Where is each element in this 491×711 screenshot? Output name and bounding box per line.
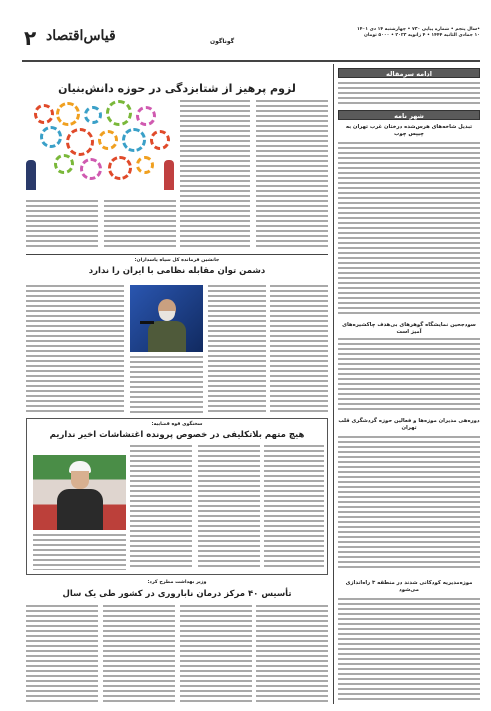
story2-col-2 xyxy=(130,356,203,415)
story3-col-2 xyxy=(198,445,260,570)
section-label: گوناگون xyxy=(210,38,235,45)
lead-col-4 xyxy=(104,200,176,250)
issue-line-1: •سال پنجم • شماره پیاپی ۷۳۰ • چهارشنبه ۱۴ دی ۱۴۰۱ xyxy=(357,27,480,32)
gear-icon xyxy=(54,154,74,174)
city-header: شهر نامه xyxy=(338,110,480,120)
brand-logo: قیاس‌اقتصاد xyxy=(46,28,116,44)
story3-col-4 xyxy=(33,534,126,570)
story4-col-2 xyxy=(103,605,175,704)
person-robe xyxy=(57,489,103,530)
gear-icon xyxy=(84,106,102,124)
story4-col-1 xyxy=(26,605,98,704)
lead-col-2 xyxy=(256,100,328,250)
person-face xyxy=(71,471,89,489)
story4-col-3 xyxy=(180,605,252,704)
story2-col-3 xyxy=(208,285,266,415)
story2-kicker: جانشین فرمانده کل سپاه پاسداران: xyxy=(134,258,220,263)
story3-kicker: سخنگوی قوه قضاییه: xyxy=(151,422,203,427)
story4-col-4 xyxy=(256,605,328,704)
story3-title: هیچ متهم بلاتکلیفی در خصوص پرونده اغتشاشات اخیر نداریم xyxy=(49,430,305,440)
cleric-photo xyxy=(33,455,126,530)
gear-icon xyxy=(106,100,132,126)
microphone-icon xyxy=(140,321,154,324)
speaker-photo xyxy=(130,285,203,352)
story4-title: تأسیس ۴۰ مرکز درمان ناباروری در کشور طی یک سال xyxy=(62,589,292,599)
lead-col-1 xyxy=(180,100,250,250)
editorial-text xyxy=(338,82,480,106)
gear-icon xyxy=(136,156,154,174)
story3-col-1 xyxy=(130,445,192,570)
gear-icon xyxy=(122,128,146,152)
issue-line-2: ۱۰ جمادی الثانیه ۱۴۴۴ • ۴ ژانویه ۲۰۲۳ • ۵۰۰۰ تومان xyxy=(364,33,480,38)
sidebar-divider xyxy=(333,64,334,704)
story3-sidebar-title: دوره‌هی مدیران موزه‌ها و فعالین حوزه گردشگری قلب تهران xyxy=(338,418,480,431)
person-figure-left xyxy=(26,160,36,190)
gear-icon xyxy=(150,130,170,150)
person-body xyxy=(148,321,186,352)
lead-col-3 xyxy=(26,200,98,250)
story4-sidebar-title: موزه‌مدیریه کودکانی شدند در منطقه ۳ راه‌اندازی می‌شود xyxy=(345,580,473,593)
story2-sidebar-text xyxy=(338,338,480,413)
story4-kicker: وزیر بهداشت مطرح کرد: xyxy=(147,580,207,585)
story4-sidebar-text xyxy=(338,598,480,703)
gear-icon xyxy=(80,158,102,180)
city-story-title: تبدیل شاخه‌های هرس‌شده درختان غرب تهران به چیپس چوب xyxy=(345,124,473,137)
gear-icon xyxy=(108,156,132,180)
city-story-text xyxy=(338,142,480,317)
page-number: ۲ xyxy=(24,26,37,50)
gear-icon xyxy=(40,126,62,148)
issue-info xyxy=(340,27,480,39)
story3-col-3 xyxy=(264,445,324,570)
story2-sidebar-title: سودجحین نمایشگاه گوهرهای بی‌هدف چاکشیره‌های آمیز است xyxy=(342,322,476,335)
gear-icon xyxy=(136,106,156,126)
story2-col-1 xyxy=(26,285,124,415)
gear-icon xyxy=(98,130,118,150)
header-rule xyxy=(22,60,480,62)
story2-title: دشمن توان مقابله نظامی با ایران را ندارد xyxy=(88,266,266,276)
story3-sidebar-text xyxy=(338,436,480,571)
story2-col-4 xyxy=(270,285,328,415)
lead-title: لزوم پرهیز از شتابزدگی در حوزه دانش‌بنیان xyxy=(58,82,296,95)
person-figure-right xyxy=(164,160,174,190)
divider xyxy=(26,254,328,255)
gear-icon xyxy=(66,128,94,156)
gear-icon xyxy=(34,104,54,124)
gears-illustration xyxy=(26,100,176,195)
gear-icon xyxy=(56,102,80,126)
editorial-header: ادامه سرمقاله xyxy=(338,68,480,78)
